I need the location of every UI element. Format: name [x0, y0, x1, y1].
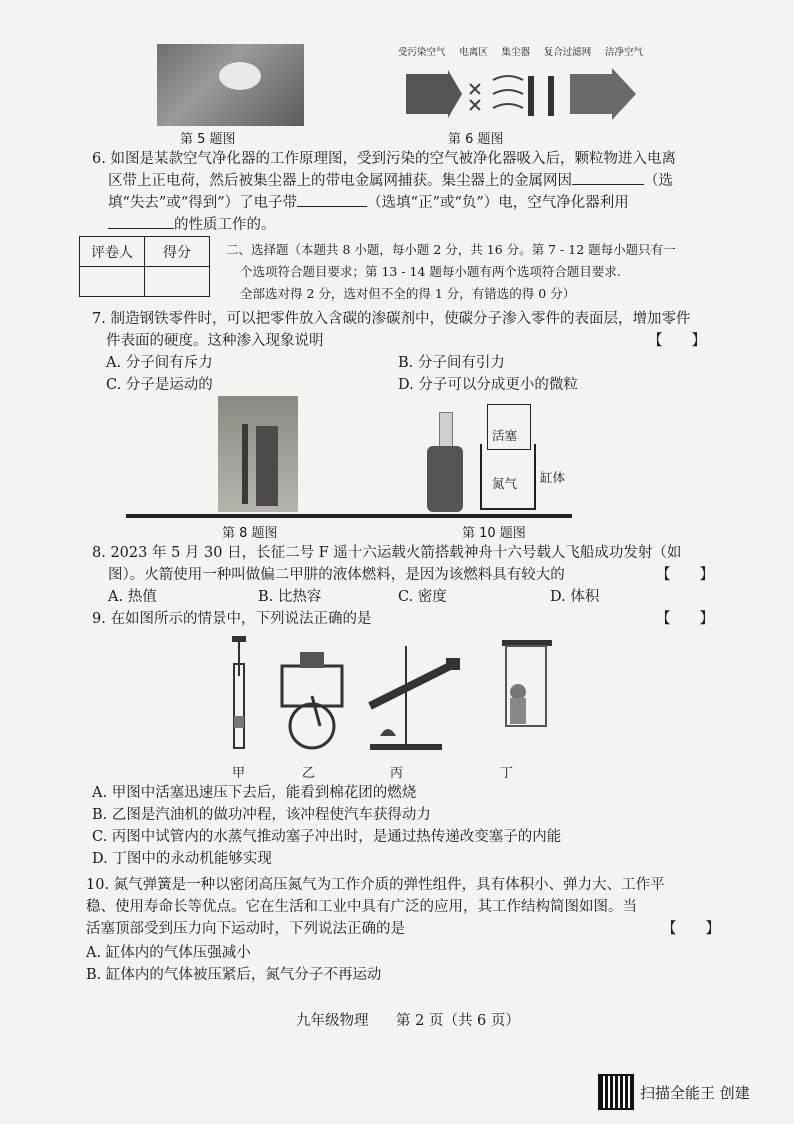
q10-line3: 活塞顶部受到压力向下运动时，下列说法正确的是: [86, 921, 405, 937]
figure-row-baseline: [126, 514, 572, 518]
q10-option-a[interactable]: A. 缸体内的气体压强减小: [86, 945, 251, 961]
q6-blank-2[interactable]: [297, 192, 367, 207]
q7-bracket[interactable]: 【 】: [648, 333, 706, 349]
fig9-yi-engine: [282, 652, 342, 748]
fig10-label-gas: 氮气: [492, 476, 518, 491]
q6-line4: [108, 214, 276, 237]
section2-line3: 全部选对得 2 分，选对但不全的得 1 分，有错选的得 0 分）: [240, 286, 576, 301]
q9-option-d[interactable]: D. 丁图中的永动机能够实现: [92, 851, 272, 867]
fig8-caption: 第 8 题图: [222, 526, 278, 541]
q6-line3-text: 填“失去”或“得到”）了电子带: [108, 195, 298, 211]
q9-bracket[interactable]: 【 】: [656, 611, 714, 627]
rocket-tower: [256, 426, 278, 506]
q6-blank-3[interactable]: [108, 214, 174, 229]
scanner-watermark: 扫描全能王 创建: [640, 1084, 750, 1102]
fig6-label-clean: 洁净空气: [604, 47, 643, 58]
q8-bracket[interactable]: 【 】: [656, 567, 714, 583]
fig6-caption: 第 6 题图: [448, 132, 504, 147]
fig10-diagram: [480, 404, 570, 514]
score-table-reviewer-cell[interactable]: [80, 267, 145, 297]
q8-option-c[interactable]: C. 密度: [398, 589, 447, 605]
q9-option-c[interactable]: C. 丙图中试管内的水蒸气推动塞子冲出时，是通过热传递改变塞子的内能: [92, 829, 562, 845]
q7-line2: 件表面的硬度。这种渗入现象说明: [106, 333, 324, 349]
section2-line2: 个选项符合题目要求；第 13 - 14 题每小题有两个选项符合题目要求.: [240, 264, 621, 279]
q7-option-b[interactable]: B. 分子间有引力: [398, 355, 505, 371]
q7-option-d[interactable]: D. 分子可以分成更小的微粒: [398, 377, 578, 393]
q10-option-b[interactable]: B. 缸体内的气体被压紧后，氮气分子不再运动: [86, 967, 382, 983]
q7-option-c[interactable]: C. 分子是运动的: [106, 377, 213, 393]
qr-code-icon: [598, 1074, 634, 1110]
fig9-jia-syringe: [232, 636, 246, 748]
smoke-blob: [219, 62, 261, 90]
fig6-label-ionization: 电离区: [459, 47, 488, 58]
fig9-label-bing: 丙: [390, 766, 404, 781]
fig6-label-collector: 集尘器: [501, 47, 530, 58]
fig8-photo: [218, 396, 298, 512]
q8-line1: 8. 2023 年 5 月 30 日，长征二号 F 遥十六运载火箭搭载神舟十六号载人飞船成功发射（如: [92, 545, 682, 561]
fig6-diagram: [398, 42, 643, 126]
footer-subject: 九年级物理: [296, 1013, 369, 1029]
rocket: [242, 424, 248, 504]
q8-option-d[interactable]: D. 体积: [550, 589, 600, 605]
q8-option-b[interactable]: B. 比热容: [258, 589, 322, 605]
q6-line3: [108, 192, 629, 215]
fig10-caption: 第 10 题图: [462, 526, 526, 541]
fig10-label-cylinder: 缸体: [540, 470, 566, 485]
score-table-score-cell[interactable]: [145, 267, 210, 297]
q6-line2: [108, 170, 673, 193]
q8-option-a[interactable]: A. 热值: [108, 589, 157, 605]
q9-option-a[interactable]: A. 甲图中活塞迅速压下去后，能看到棉花团的燃烧: [92, 785, 417, 801]
q10-bracket[interactable]: 【 】: [662, 921, 720, 937]
q9-option-b[interactable]: B. 乙图是汽油机的做功冲程，该冲程使汽车获得动力: [92, 807, 431, 823]
fig9-label-yi: 乙: [302, 766, 316, 781]
fig9-ding-perpetual-machine: [502, 640, 552, 726]
q8-line2: 图）。火箭使用一种叫做偏二甲肼的液体燃料，是因为该燃料具有较大的: [108, 567, 565, 583]
score-table-reviewer: 评卷人: [80, 237, 145, 267]
score-table: [79, 236, 210, 297]
q6-blank-1[interactable]: [572, 170, 644, 185]
section2-line1: 二、选择题（本题共 8 小题，每小题 2 分，共 16 分。第 7 - 12 题每小题只有一: [226, 242, 676, 257]
q9-line1: 9. 在如图所示的情景中，下列说法正确的是: [92, 611, 372, 627]
fig6-airflow-graphic: [398, 60, 643, 124]
fig9-illustrations: [220, 636, 560, 756]
fig10-label-piston: 活塞: [492, 428, 518, 443]
q10-line2: 稳、使用寿命长等优点。它在生活和工业中具有广泛的应用，其工作结构简图如图。当: [86, 899, 637, 915]
score-table-score: 得分: [145, 237, 210, 267]
fig9-bing-apparatus: [370, 646, 460, 750]
fig10-photo: [425, 412, 465, 512]
fig6-label-filter: 复合过滤网: [543, 47, 592, 58]
q6-line2-text: 区带上正电荷，然后被集尘器上的带电金属网捕获。集尘器上的金属网因: [108, 173, 572, 189]
fig9-label-ding: 丁: [500, 766, 514, 781]
q6-line1: 6. 如图是某款空气净化器的工作原理图，受到污染的空气被净化器吸入后，颗粒物进入电离: [92, 151, 676, 167]
q6-line2-tail: （选: [644, 173, 673, 189]
footer-page: 第 2 页（共 6 页）: [396, 1013, 520, 1029]
q6-line4-text: 的性质工作的。: [174, 217, 276, 233]
q10-line1: 10. 氮气弹簧是一种以密闭高压氮气为工作介质的弹性组件，具有体积小、弹力大、工作平: [86, 877, 665, 893]
fig5-photo: [157, 44, 304, 126]
q7-line1: 7. 制造钢铁零件时，可以把零件放入含碳的渗碳剂中，使碳分子渗入零件的表面层，增加零件: [92, 311, 691, 327]
fig5-caption: 第 5 题图: [180, 132, 236, 147]
q6-line3-tail: （选填“正”或“负”）电，空气净化器利用: [367, 195, 629, 211]
fig9-label-jia: 甲: [232, 766, 246, 781]
fig6-label-polluted: 受污染空气: [398, 47, 446, 58]
q7-option-a[interactable]: A. 分子间有斥力: [106, 355, 213, 371]
